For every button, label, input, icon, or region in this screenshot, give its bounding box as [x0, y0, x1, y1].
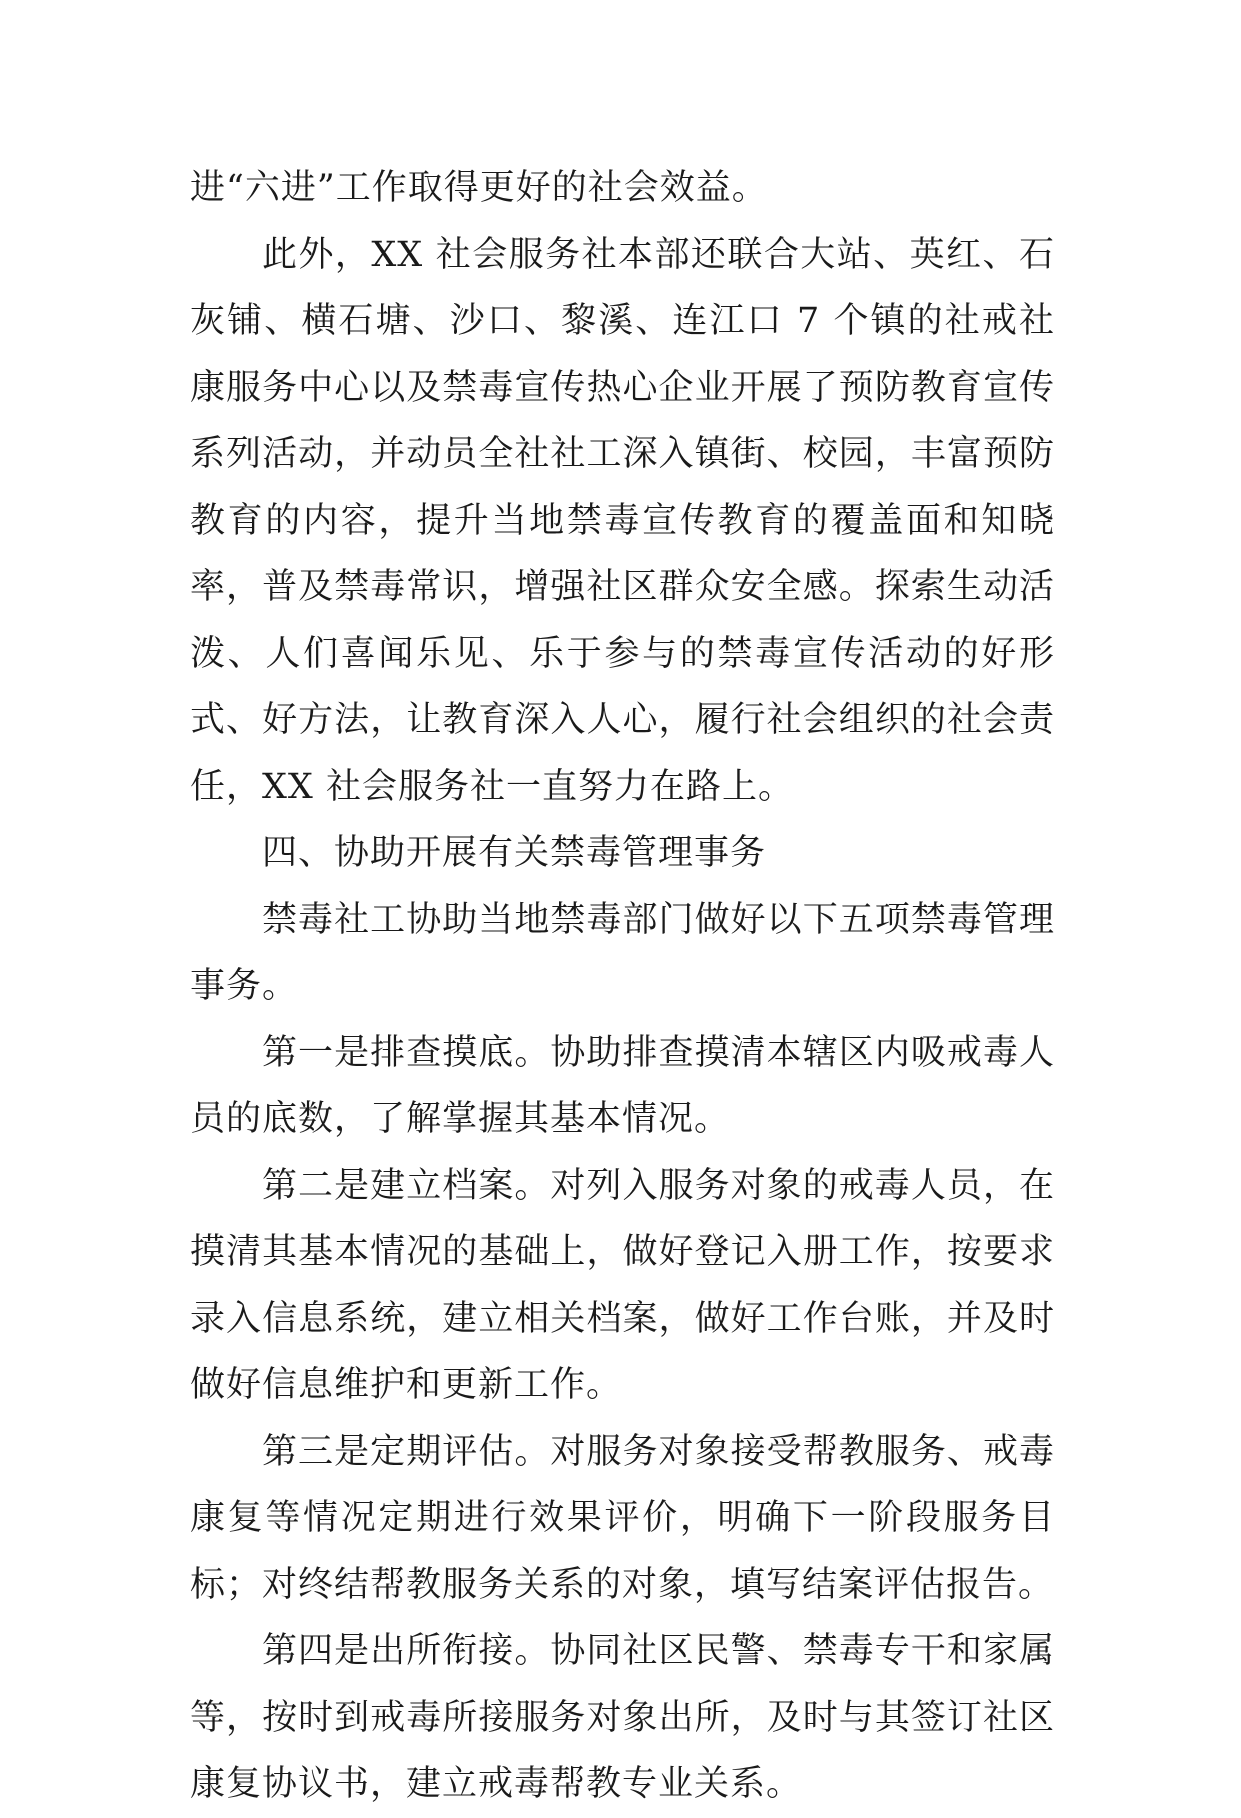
paragraph-item-records: 第二是建立档案。对列入服务对象的戒毒人员，在摸清其基本情况的基础上，做好登记入册工作，按要求录入信息系统，建立相关档案，做好工作台账，并及时做好信息维护和更新工作。	[190, 1165, 1055, 1405]
paragraph-prevention-activities: 此外，XX 社会服务社本部还联合大站、英红、石灰铺、横石塘、沙口、黎溪、连江口 7 个镇的社戒社康服务中心以及禁毒宣传热心企业开展了预防教育宣传系列活动，并动员全社社工深入镇街、校园，丰富预防教育的内容，提升当地禁毒宣传教育的覆盖面和知晓率，普及禁毒常识，增强社区群众安全感。探索生动活泼、人们喜闻乐见、乐于参与的禁毒宣传活动的好形式、好方法，让教育深入人心，履行社会组织的社会责任，XX 社会服务社一直努力在路上。	[190, 234, 1055, 807]
document-body	[190, 155, 1055, 1818]
paragraph-item-investigation: 第一是排查摸底。协助排查摸清本辖区内吸戒毒人员的底数，了解掌握其基本情况。	[190, 1032, 1055, 1139]
paragraph-five-affairs-intro: 禁毒社工协助当地禁毒部门做好以下五项禁毒管理事务。	[190, 899, 1055, 1006]
paragraph-item-evaluation: 第三是定期评估。对服务对象接受帮教服务、戒毒康复等情况定期进行效果评价，明确下一阶段服务目标；对终结帮教服务关系的对象，填写结案评估报告。	[190, 1431, 1055, 1605]
paragraph-item-release-handover: 第四是出所衔接。协同社区民警、禁毒专干和家属等，按时到戒毒所接服务对象出所，及时与其签订社区康复协议书，建立戒毒帮教专业关系。	[190, 1631, 1055, 1804]
section-heading-management-affairs: 四、协助开展有关禁毒管理事务	[262, 833, 767, 873]
paragraph-liujin-continuation: 进“六进”工作取得更好的社会效益。	[190, 168, 768, 208]
